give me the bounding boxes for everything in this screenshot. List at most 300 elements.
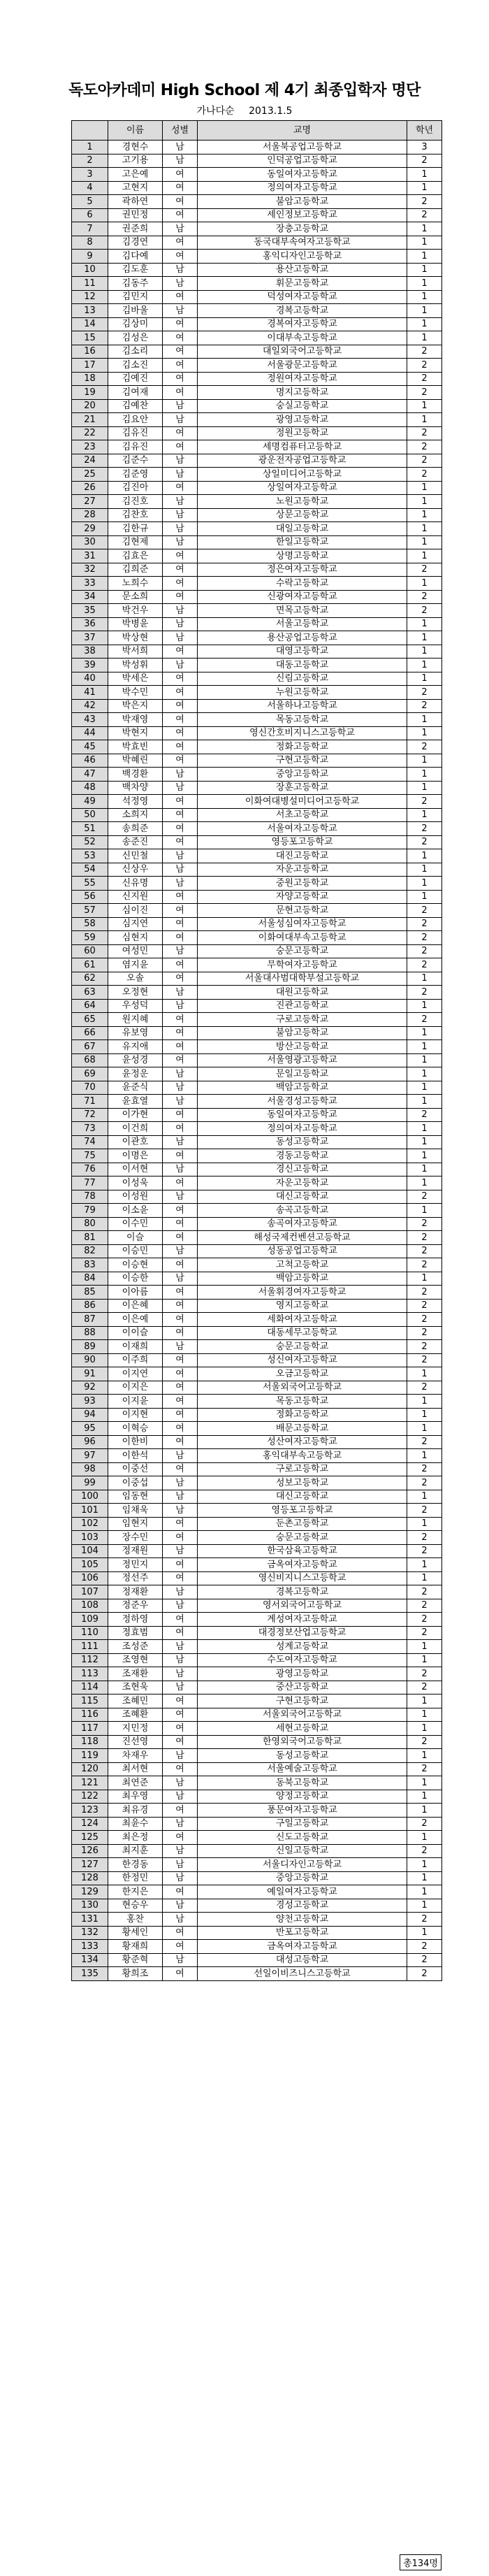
student-grade: 1: [407, 1885, 442, 1899]
student-gender: 남: [163, 1749, 198, 1763]
page-title: 독도아카데미 High School 제 4기 최종입학자 명단: [68, 82, 421, 99]
header-number: [72, 121, 108, 141]
student-name: 김여재: [108, 386, 163, 400]
row-number: 50: [72, 808, 108, 822]
school-name: 대신고등학교: [198, 1490, 407, 1504]
student-name: 이승민: [108, 1244, 163, 1258]
student-gender: 여: [163, 345, 198, 359]
school-name: 세인정보고등학교: [198, 208, 407, 222]
school-name: 한국삼육고등학교: [198, 1544, 407, 1558]
table-row: [72, 849, 442, 863]
school-name: 성신여자고등학교: [198, 1353, 407, 1367]
school-name: 숭문고등학교: [198, 1340, 407, 1354]
table-row: [72, 1381, 442, 1395]
row-number: 82: [72, 1244, 108, 1258]
student-name: 박현지: [108, 726, 163, 740]
row-number: 76: [72, 1163, 108, 1177]
table-row: [72, 1013, 442, 1027]
school-name: 양천고등학교: [198, 1913, 407, 1927]
table-row: [72, 958, 442, 972]
school-name: 상문고등학교: [198, 508, 407, 522]
school-name: 무학여자고등학교: [198, 958, 407, 972]
student-grade: 2: [407, 986, 442, 1000]
student-gender: 여: [163, 1177, 198, 1190]
table-row: [72, 1135, 442, 1149]
school-name: 서울북공업고등학교: [198, 141, 407, 154]
table-row: [72, 1504, 442, 1518]
student-name: 소희지: [108, 808, 163, 822]
student-gender: 남: [163, 944, 198, 958]
student-grade: 1: [407, 1804, 442, 1818]
table-row: [72, 944, 442, 958]
table-row: [72, 713, 442, 727]
student-gender: 여: [163, 713, 198, 727]
student-name: 최유경: [108, 1804, 163, 1818]
student-gender: 여: [163, 1108, 198, 1122]
row-number: 112: [72, 1653, 108, 1667]
table-row: [72, 1762, 442, 1776]
student-gender: 여: [163, 372, 198, 386]
student-name: 박병윤: [108, 617, 163, 631]
school-name: 상일미디어고등학교: [198, 468, 407, 482]
row-number: 70: [72, 1081, 108, 1095]
table-row: [72, 808, 442, 822]
school-name: 계성여자고등학교: [198, 1613, 407, 1627]
student-name: 고현지: [108, 181, 163, 195]
school-name: 영등포고등학교: [198, 1504, 407, 1518]
table-row: [72, 1476, 442, 1490]
student-name: 지민정: [108, 1722, 163, 1736]
school-name: 신일고등학교: [198, 1844, 407, 1858]
row-number: 36: [72, 617, 108, 631]
school-name: 서울대사범대학부설고등학교: [198, 972, 407, 986]
school-name: 배문고등학교: [198, 1422, 407, 1436]
table-row: [72, 754, 442, 768]
student-grade: 1: [407, 713, 442, 727]
student-gender: 여: [163, 440, 198, 454]
student-grade: 2: [407, 822, 442, 836]
student-name: 장수민: [108, 1531, 163, 1545]
table-row: [72, 222, 442, 236]
student-name: 여성민: [108, 944, 163, 958]
school-name: 누원고등학교: [198, 686, 407, 700]
school-name: 구현고등학교: [198, 1694, 407, 1708]
table-row: [72, 1081, 442, 1095]
student-grade: 2: [407, 835, 442, 849]
table-row: [72, 208, 442, 222]
school-name: 경성고등학교: [198, 1899, 407, 1913]
student-grade: 1: [407, 1067, 442, 1081]
school-name: 중산고등학교: [198, 1681, 407, 1694]
student-grade: 1: [407, 1790, 442, 1804]
student-gender: 여: [163, 1013, 198, 1027]
student-name: 신지원: [108, 890, 163, 904]
table-row: [72, 1408, 442, 1422]
table-row: [72, 1258, 442, 1272]
table-row: [72, 1722, 442, 1736]
student-gender: 여: [163, 195, 198, 209]
student-name: 이아름: [108, 1286, 163, 1300]
student-grade: 1: [407, 277, 442, 291]
student-gender: 남: [163, 1449, 198, 1463]
school-name: 서울고등학교: [198, 617, 407, 631]
school-name: 정원여자고등학교: [198, 372, 407, 386]
school-name: 정화고등학교: [198, 1408, 407, 1422]
school-name: 서울경성고등학교: [198, 1095, 407, 1109]
student-gender: 남: [163, 1858, 198, 1872]
table-row: [72, 1435, 442, 1449]
student-name: 이소윤: [108, 1204, 163, 1218]
page-subtitle: [0, 103, 489, 117]
table-row: [72, 1817, 442, 1831]
row-number: 85: [72, 1286, 108, 1300]
student-name: 윤성경: [108, 1053, 163, 1067]
student-name: 이서현: [108, 1163, 163, 1177]
school-name: 자양고등학교: [198, 890, 407, 904]
table-row: [72, 250, 442, 264]
student-grade: 2: [407, 1326, 442, 1340]
student-gender: 남: [163, 1504, 198, 1518]
student-grade: 2: [407, 1258, 442, 1272]
student-name: 김진아: [108, 481, 163, 495]
student-name: 최서현: [108, 1762, 163, 1776]
school-name: 동북고등학교: [198, 1776, 407, 1790]
student-name: 이가현: [108, 1108, 163, 1122]
student-grade: 2: [407, 1599, 442, 1613]
school-name: 홍익디자인고등학교: [198, 250, 407, 264]
student-grade: 2: [407, 699, 442, 713]
row-number: 42: [72, 699, 108, 713]
table-row: [72, 1122, 442, 1136]
row-number: 32: [72, 563, 108, 577]
school-name: 홍익대부속고등학교: [198, 1449, 407, 1463]
student-gender: 여: [163, 754, 198, 768]
row-number: 69: [72, 1067, 108, 1081]
student-grade: 2: [407, 1531, 442, 1545]
student-grade: 2: [407, 372, 442, 386]
student-name: 김동주: [108, 277, 163, 291]
student-gender: 여: [163, 1122, 198, 1136]
student-grade: 2: [407, 1340, 442, 1354]
school-name: 둔촌고등학교: [198, 1517, 407, 1531]
student-gender: 남: [163, 522, 198, 536]
student-name: 이건희: [108, 1122, 163, 1136]
table-row: [72, 481, 442, 495]
student-gender: 여: [163, 426, 198, 440]
row-number: 117: [72, 1722, 108, 1736]
student-name: 김소진: [108, 359, 163, 373]
school-name: 서울광문고등학교: [198, 359, 407, 373]
row-number: 111: [72, 1640, 108, 1654]
table-row: [72, 1544, 442, 1558]
student-name: 원지혜: [108, 1013, 163, 1027]
student-gender: 남: [163, 535, 198, 549]
table-row: [72, 904, 442, 918]
row-number: 134: [72, 1953, 108, 1967]
school-name: 자운고등학교: [198, 1177, 407, 1190]
student-name: 박성휘: [108, 659, 163, 672]
school-name: 정은여자고등학교: [198, 563, 407, 577]
row-number: 96: [72, 1435, 108, 1449]
table-row: [72, 345, 442, 359]
table-row: [72, 740, 442, 754]
student-name: 정효범: [108, 1626, 163, 1640]
school-name: 백암고등학교: [198, 1272, 407, 1286]
student-name: 최은정: [108, 1831, 163, 1845]
table-row: [72, 168, 442, 182]
student-grade: 1: [407, 1653, 442, 1667]
student-name: 김상미: [108, 317, 163, 331]
student-grade: 1: [407, 1149, 442, 1163]
student-name: 이관호: [108, 1135, 163, 1149]
school-name: 동성고등학교: [198, 1749, 407, 1763]
table-row: [72, 1244, 442, 1258]
table-row: [72, 290, 442, 304]
student-name: 고은예: [108, 168, 163, 182]
document-date: 2013.1.5: [249, 106, 293, 117]
school-name: 광영고등학교: [198, 413, 407, 427]
student-grade: 1: [407, 1490, 442, 1504]
student-gender: 남: [163, 495, 198, 509]
school-name: 성계고등학교: [198, 1640, 407, 1654]
table-row: [72, 1913, 442, 1927]
student-grade: 2: [407, 1585, 442, 1599]
row-number: 90: [72, 1353, 108, 1367]
school-name: 숭문고등학교: [198, 1531, 407, 1545]
school-name: 경신고등학교: [198, 1163, 407, 1177]
student-gender: 여: [163, 1885, 198, 1899]
student-gender: 남: [163, 1681, 198, 1694]
student-gender: 여: [163, 972, 198, 986]
student-gender: 여: [163, 1735, 198, 1749]
student-name: 이지현: [108, 1408, 163, 1422]
row-number: 53: [72, 849, 108, 863]
row-number: 2: [72, 154, 108, 168]
student-gender: 남: [163, 1163, 198, 1177]
student-name: 진선영: [108, 1735, 163, 1749]
school-name: 신림고등학교: [198, 672, 407, 686]
student-name: 김한규: [108, 522, 163, 536]
student-grade: 2: [407, 1286, 442, 1300]
row-number: 30: [72, 535, 108, 549]
row-number: 106: [72, 1571, 108, 1585]
student-grade: 1: [407, 535, 442, 549]
school-name: 서울휘경여자고등학교: [198, 1286, 407, 1300]
student-name: 백경환: [108, 768, 163, 782]
student-gender: 여: [163, 577, 198, 591]
table-row: [72, 1299, 442, 1313]
school-name: 성산여자고등학교: [198, 1435, 407, 1449]
table-row: [72, 1313, 442, 1327]
row-number: 38: [72, 645, 108, 659]
student-name: 김민지: [108, 290, 163, 304]
table-row: [72, 1831, 442, 1845]
student-gender: 여: [163, 1613, 198, 1627]
student-gender: 여: [163, 1694, 198, 1708]
student-grade: 1: [407, 1163, 442, 1177]
student-gender: 남: [163, 1776, 198, 1790]
row-number: 121: [72, 1776, 108, 1790]
student-name: 심지연: [108, 917, 163, 931]
school-name: 반포고등학교: [198, 1926, 407, 1940]
student-name: 문소희: [108, 590, 163, 604]
student-name: 심이진: [108, 904, 163, 918]
student-grade: 1: [407, 1776, 442, 1790]
student-gender: 여: [163, 236, 198, 250]
row-number: 67: [72, 1040, 108, 1054]
student-name: 신민철: [108, 849, 163, 863]
student-name: 이재희: [108, 1340, 163, 1354]
school-name: 서울하나고등학교: [198, 699, 407, 713]
student-name: 이이슬: [108, 1326, 163, 1340]
school-name: 서울외국어고등학교: [198, 1381, 407, 1395]
student-name: 김찬호: [108, 508, 163, 522]
student-name: 오정현: [108, 986, 163, 1000]
table-row: [72, 1694, 442, 1708]
school-name: 불암고등학교: [198, 195, 407, 209]
student-grade: 1: [407, 972, 442, 986]
student-name: 정재원: [108, 1544, 163, 1558]
table-row: [72, 413, 442, 427]
table-row: [72, 659, 442, 672]
student-name: 박효빈: [108, 740, 163, 754]
student-grade: 1: [407, 1571, 442, 1585]
school-name: 서울영광고등학교: [198, 1053, 407, 1067]
row-number: 11: [72, 277, 108, 291]
table-row: [72, 1776, 442, 1790]
row-number: 71: [72, 1095, 108, 1109]
student-gender: 여: [163, 795, 198, 809]
row-number: 99: [72, 1476, 108, 1490]
school-name: 진관고등학교: [198, 999, 407, 1013]
student-grade: 2: [407, 1476, 442, 1490]
student-grade: 2: [407, 1667, 442, 1681]
student-gender: 여: [163, 1395, 198, 1409]
student-grade: 1: [407, 1831, 442, 1845]
student-name: 경현수: [108, 141, 163, 154]
school-name: 구일고등학교: [198, 1817, 407, 1831]
school-name: 동일여자고등학교: [198, 168, 407, 182]
row-number: 104: [72, 1544, 108, 1558]
student-grade: 2: [407, 1381, 442, 1395]
school-name: 서울여자고등학교: [198, 822, 407, 836]
table-row: [72, 631, 442, 645]
table-row: [72, 1108, 442, 1122]
table-row: [72, 986, 442, 1000]
student-gender: 남: [163, 508, 198, 522]
student-name: 이지윤: [108, 1395, 163, 1409]
row-number: 86: [72, 1299, 108, 1313]
table-row: [72, 1858, 442, 1872]
student-grade: 1: [407, 1640, 442, 1654]
student-gender: 여: [163, 317, 198, 331]
school-name: 상명고등학교: [198, 549, 407, 563]
student-gender: 여: [163, 1353, 198, 1367]
table-row: [72, 672, 442, 686]
student-gender: 여: [163, 1708, 198, 1722]
student-gender: 남: [163, 999, 198, 1013]
school-name: 목동고등학교: [198, 713, 407, 727]
student-grade: 1: [407, 1135, 442, 1149]
student-name: 이중선: [108, 1462, 163, 1476]
student-grade: 1: [407, 617, 442, 631]
student-grade: 1: [407, 263, 442, 277]
school-name: 해성국제컨벤션고등학교: [198, 1231, 407, 1245]
table-row: [72, 686, 442, 700]
student-gender: 여: [163, 1558, 198, 1572]
table-row: [72, 1326, 442, 1340]
table-row: [72, 1449, 442, 1463]
student-gender: 여: [163, 1313, 198, 1327]
student-gender: 남: [163, 141, 198, 154]
student-grade: 1: [407, 1749, 442, 1763]
student-name: 이은예: [108, 1313, 163, 1327]
student-name: 임채욱: [108, 1504, 163, 1518]
student-gender: 여: [163, 686, 198, 700]
table-row: [72, 236, 442, 250]
student-name: 석정영: [108, 795, 163, 809]
student-name: 유지애: [108, 1040, 163, 1054]
student-name: 김희준: [108, 563, 163, 577]
student-grade: 1: [407, 1040, 442, 1054]
student-grade: 1: [407, 1272, 442, 1286]
student-grade: 1: [407, 1422, 442, 1436]
row-number: 102: [72, 1517, 108, 1531]
table-row: [72, 999, 442, 1013]
school-name: 정의여자고등학교: [198, 181, 407, 195]
table-row: [72, 604, 442, 618]
school-name: 이화여대부속고등학교: [198, 931, 407, 945]
student-gender: 여: [163, 1762, 198, 1776]
row-number: 20: [72, 399, 108, 413]
table-row: [72, 386, 442, 400]
student-grade: 1: [407, 549, 442, 563]
table-row: [72, 1844, 442, 1858]
school-name: 대신고등학교: [198, 1190, 407, 1204]
student-name: 김바울: [108, 304, 163, 318]
student-gender: 남: [163, 1871, 198, 1885]
school-name: 오금고등학교: [198, 1367, 407, 1381]
row-number: 81: [72, 1231, 108, 1245]
student-name: 이주희: [108, 1353, 163, 1367]
row-number: 87: [72, 1313, 108, 1327]
table-row: [72, 263, 442, 277]
student-grade: 2: [407, 1817, 442, 1831]
student-gender: 여: [163, 1531, 198, 1545]
school-name: 경동고등학교: [198, 1149, 407, 1163]
student-gender: 여: [163, 1408, 198, 1422]
student-gender: 여: [163, 1831, 198, 1845]
student-name: 김성은: [108, 331, 163, 345]
student-grade: 1: [407, 236, 442, 250]
student-gender: 여: [163, 1204, 198, 1218]
row-number: 40: [72, 672, 108, 686]
school-name: 이화여대병설미디어고등학교: [198, 795, 407, 809]
table-row: [72, 495, 442, 509]
row-number: 129: [72, 1885, 108, 1899]
student-grade: 2: [407, 590, 442, 604]
row-number: 9: [72, 250, 108, 264]
school-name: 상일여자고등학교: [198, 481, 407, 495]
student-name: 우성덕: [108, 999, 163, 1013]
row-number: 109: [72, 1613, 108, 1627]
table-header-row: [72, 121, 442, 141]
table-row: [72, 1899, 442, 1913]
student-gender: 남: [163, 1544, 198, 1558]
row-number: 44: [72, 726, 108, 740]
student-gender: 여: [163, 1286, 198, 1300]
row-number: 5: [72, 195, 108, 209]
